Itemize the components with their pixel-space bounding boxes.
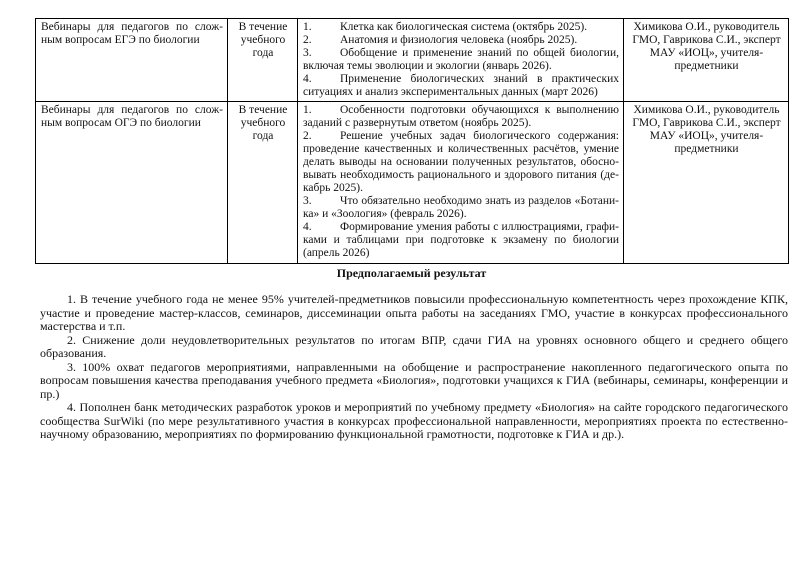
topic-number: 4.: [303, 221, 312, 233]
topic-item: [303, 195, 619, 221]
section-heading-expected-results: Предполагаемый результат: [336, 266, 487, 280]
topic-item: [303, 21, 619, 34]
cell-responsible: Химикова О.И., руководитель ГМО, Гаврикова С.И., эксперт МАУ «ИОЦ», учителя-предметники: [624, 102, 789, 264]
cell-activity: Вебинары для педагогов по сложным вопросам ОГЭ по биологии: [36, 102, 228, 264]
result-paragraph: 4. Пополнен банк методических разработок уроков и мероприятий по учебному предмету «Биология» на сайте городского педагогического сообщества SurWiki (по мере результативного участия в конкурсах профессиональной направленности, мероприятиях проекта по естественно-научному образованию, мероприятиях по формированию функциональной грамотности, подготовке к ГИА и др.).: [40, 400, 788, 441]
topic-number: 2.: [303, 130, 312, 142]
topic-text: Анатомия и физиология человека (ноябрь 2025).: [340, 34, 578, 46]
cell-period: В течение учебного года: [228, 102, 298, 264]
cell-period: В течение учебного года: [228, 19, 298, 102]
topic-text: Что обязательно необходимо знать из разделов «Ботаника» и «Зоология» (февраль 2026).: [303, 195, 619, 220]
cell-activity: Вебинары для педагогов по сложным вопросам ЕГЭ по биологии: [36, 19, 228, 102]
cell-topics: [298, 19, 624, 102]
cell-topics: [298, 102, 624, 264]
topic-text: Клетка как биологическая система (октябрь 2025).: [340, 21, 588, 33]
topic-item: [303, 73, 619, 99]
topic-text: Решение учебных задач биологического содержания: проведение качественных и количественных расчётов, умение делать выводы на основании полученных результатов, обосновывать необходимость рационального и здорового питания (декабрь 2025).: [303, 130, 619, 194]
topic-text: Формирование умения работы с иллюстрациями, графиками и таблицами при подготовке к экзамену по биологии (апрель 2026): [303, 221, 619, 259]
topic-text: Обобщение и применение знаний по общей биологии, включая темы эволюции и экологии (январь 2026).: [303, 47, 619, 72]
topic-number: 3.: [303, 195, 312, 207]
table-row: [36, 102, 789, 264]
topic-item: [303, 221, 619, 260]
topic-number: 2.: [303, 34, 312, 46]
result-paragraph: 3. 100% охват педагогов мероприятиями, направленными на обобщение и распространение накопленного педагогического опыта по вопросам повышения качества преподавания учебного предмета «Биология», подготовки учащихся к ГИА (вебинары, семинары, конференции и пр.): [40, 359, 788, 401]
topic-item: [303, 104, 619, 130]
topic-item: [303, 130, 619, 195]
work-plan-table: [35, 18, 789, 264]
topic-number: 1.: [303, 104, 312, 116]
result-paragraph: 2. Снижение доли неудовлетворительных результатов по итогам ВПР, сдачи ГИА на уровнях основного общего и среднего общего образования.: [40, 332, 788, 360]
topic-number: 3.: [303, 47, 312, 59]
cell-responsible: Химикова О.И., руководитель ГМО, Гаврикова С.И., эксперт МАУ «ИОЦ», учителя-предметники: [624, 19, 789, 102]
topic-number: 4.: [303, 73, 312, 85]
result-paragraph: 1. В течение учебного года не менее 95% учителей-предметников повысили профессиональную компетентность через прохождение КПК, участие и проведение мастер-классов, семинаров, диссеминации опыта работы на заседаниях ГМО, участие в конкурсах профессионального мастерства и т.п.: [40, 292, 788, 333]
topic-item: [303, 47, 619, 73]
topic-text: Применение биологических знаний в практических ситуациях и анализ экспериментальных данных (март 2026): [303, 73, 619, 98]
topic-number: 1.: [303, 21, 312, 33]
table-row: [36, 19, 789, 102]
topic-text: Особенности подготовки обучающихся к выполнению заданий с развернутым ответом (ноябрь 2025).: [303, 104, 619, 129]
expected-results-text: [40, 293, 788, 442]
topic-item: [303, 34, 619, 47]
